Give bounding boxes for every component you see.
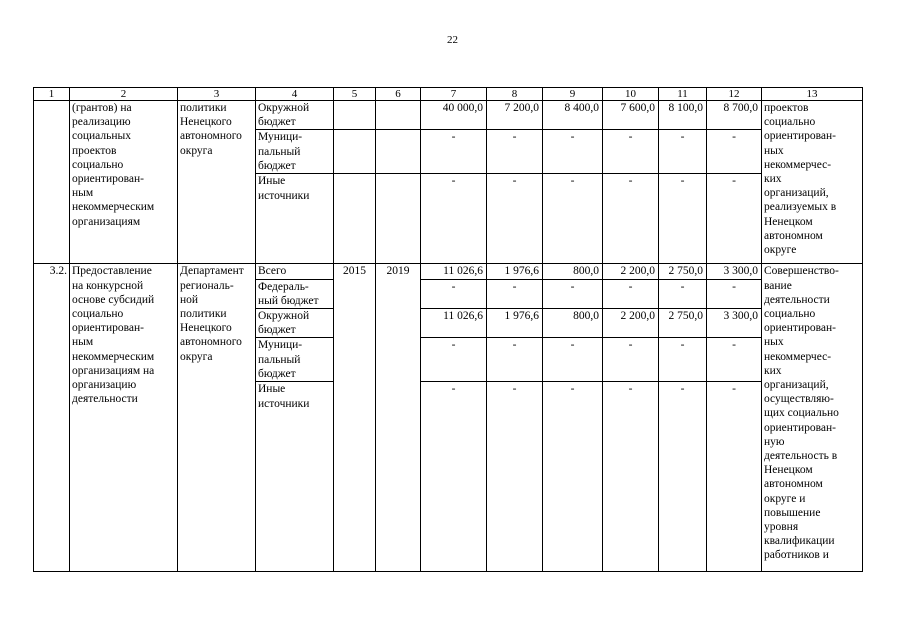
text-line: уровня <box>764 521 799 534</box>
amount-cell: 11 026,6 <box>421 264 487 279</box>
text-line: социально <box>72 308 124 321</box>
text-line: Всего <box>258 265 287 278</box>
text-line: автономном <box>764 229 823 242</box>
text-line: бюджет <box>258 159 296 172</box>
text-line: политики <box>180 102 227 114</box>
text-line: (грантов) на <box>72 102 132 114</box>
program-table <box>33 87 863 572</box>
amount-cell: - <box>659 279 707 308</box>
text-line: ных <box>764 144 784 157</box>
text-line: источники <box>258 397 310 410</box>
amount-cell: - <box>543 174 603 264</box>
amount-cell: - <box>707 174 762 264</box>
amount-cell: - <box>707 279 762 308</box>
amount-cell: - <box>603 174 659 264</box>
end-year-cell <box>376 101 421 130</box>
text-line: Департамент <box>180 265 244 278</box>
amount-cell: - <box>659 382 707 572</box>
text-line: осуществляю- <box>764 393 834 406</box>
amount-cell: - <box>421 279 487 308</box>
executor-cell <box>178 264 256 572</box>
column-number: 2 <box>70 88 178 101</box>
text-line: основе субсидий <box>72 293 155 306</box>
table-row <box>34 101 863 130</box>
text-line: Предоставление <box>72 265 152 278</box>
text-line: округа <box>180 350 213 363</box>
funding-source-cell <box>256 264 334 279</box>
text-line: социальных <box>72 130 131 143</box>
amount-cell: - <box>603 338 659 382</box>
text-line: ным <box>72 336 94 349</box>
text-line: Муници- <box>258 131 303 144</box>
amount-cell: - <box>543 382 603 572</box>
text-line: ную <box>764 435 785 448</box>
text-line: бюджет <box>258 116 296 129</box>
text-line: ных <box>764 336 784 349</box>
text-line: работников и <box>764 549 829 562</box>
text-line: на конкурсной <box>72 279 144 292</box>
column-number: 13 <box>762 88 863 101</box>
text-line: социально <box>72 158 124 171</box>
text-line: ориентирован- <box>764 322 836 335</box>
amount-cell: 7 200,0 <box>487 101 543 130</box>
column-number: 3 <box>178 88 256 101</box>
amount-cell: 40 000,0 <box>421 101 487 130</box>
text-line: некоммерчес- <box>764 350 832 363</box>
amount-cell: 8 700,0 <box>707 101 762 130</box>
program-table-wrapper <box>33 87 863 572</box>
amount-cell: - <box>543 338 603 382</box>
amount-cell: - <box>659 174 707 264</box>
event-name-cell <box>70 264 178 572</box>
text-line: Ненецком <box>764 215 813 228</box>
amount-cell: 2 200,0 <box>603 264 659 279</box>
end-year-cell <box>376 130 421 174</box>
amount-cell: - <box>487 174 543 264</box>
amount-cell: - <box>707 382 762 572</box>
funding-source-cell <box>256 130 334 174</box>
text-line: региональ- <box>180 279 234 292</box>
amount-cell: - <box>487 279 543 308</box>
funding-source-cell <box>256 338 334 382</box>
text-line: Ненецкого <box>180 116 232 129</box>
text-line: организацию <box>72 379 137 392</box>
expected-result-cell <box>762 101 863 264</box>
text-line: некоммерческим <box>72 201 155 214</box>
text-line: округе и <box>764 492 806 505</box>
column-number: 10 <box>603 88 659 101</box>
amount-cell: 7 600,0 <box>603 101 659 130</box>
amount-cell: - <box>603 279 659 308</box>
text-line: деятельности <box>764 293 830 306</box>
amount-cell: - <box>543 279 603 308</box>
executor-cell <box>178 101 256 264</box>
funding-source-cell <box>256 174 334 264</box>
text-line: социально <box>764 308 816 321</box>
text-line: ный бюджет <box>258 294 319 307</box>
column-number: 11 <box>659 88 707 101</box>
end-year-cell <box>376 174 421 264</box>
text-line: округа <box>180 144 213 157</box>
funding-source-cell <box>256 279 334 308</box>
text-line: пальный <box>258 145 301 158</box>
funding-source-cell <box>256 382 334 572</box>
text-line: некоммерческим <box>72 350 155 363</box>
column-number: 12 <box>707 88 762 101</box>
text-line: ориентирован- <box>764 130 836 143</box>
column-number-row <box>34 88 863 101</box>
page-number: 22 <box>447 34 458 46</box>
text-line: ным <box>72 187 94 200</box>
amount-cell: - <box>543 130 603 174</box>
text-line: ориентирован- <box>72 322 144 335</box>
amount-cell: 11 026,6 <box>421 309 487 338</box>
text-line: реализацию <box>72 116 131 129</box>
text-line: Окружной <box>258 310 310 323</box>
amount-cell: - <box>707 338 762 382</box>
text-line: Ненецкого <box>180 322 232 335</box>
text-line: Окружной <box>258 102 310 114</box>
item-number-cell: 3.2. <box>34 264 70 572</box>
text-line: организаций, <box>764 187 829 200</box>
amount-cell: 3 300,0 <box>707 309 762 338</box>
column-number: 1 <box>34 88 70 101</box>
text-line: реализуемых в <box>764 201 837 214</box>
text-line: автономного <box>180 130 242 143</box>
text-line: повышение <box>764 506 821 519</box>
column-number: 5 <box>334 88 376 101</box>
text-line: деятельность в <box>764 450 838 463</box>
start-year-cell <box>334 101 376 130</box>
amount-cell: 800,0 <box>543 264 603 279</box>
start-year-cell <box>334 174 376 264</box>
text-line: ких <box>764 173 782 186</box>
amount-cell: 3 300,0 <box>707 264 762 279</box>
text-line: Федераль- <box>258 280 309 293</box>
column-number: 9 <box>543 88 603 101</box>
amount-cell: - <box>421 174 487 264</box>
amount-cell: 1 976,6 <box>487 309 543 338</box>
amount-cell: 8 100,0 <box>659 101 707 130</box>
amount-cell: - <box>421 130 487 174</box>
amount-cell: 2 750,0 <box>659 309 707 338</box>
funding-source-cell <box>256 101 334 130</box>
text-line: организациям <box>72 215 141 228</box>
text-line: автономном <box>764 478 823 491</box>
text-line: проектов <box>764 102 809 114</box>
text-line: Муници- <box>258 339 303 352</box>
expected-result-cell <box>762 264 863 572</box>
text-line: квалификации <box>764 535 835 548</box>
column-number: 4 <box>256 88 334 101</box>
amount-cell: - <box>603 382 659 572</box>
text-line: автономного <box>180 336 242 349</box>
text-line: ориентирован- <box>764 421 836 434</box>
text-line: округе <box>764 244 797 257</box>
item-number-cell <box>34 101 70 264</box>
text-line: некоммерчес- <box>764 158 832 171</box>
text-line: ной <box>180 293 199 306</box>
amount-cell: 800,0 <box>543 309 603 338</box>
amount-cell: - <box>487 338 543 382</box>
text-line: социально <box>764 116 816 129</box>
amount-cell: - <box>421 338 487 382</box>
column-number: 7 <box>421 88 487 101</box>
text-line: вание <box>764 279 792 292</box>
text-line: бюджет <box>258 367 296 380</box>
text-line: источники <box>258 189 310 202</box>
text-line: деятельности <box>72 393 138 406</box>
column-number: 6 <box>376 88 421 101</box>
text-line: проектов <box>72 144 117 157</box>
table-row <box>34 264 863 279</box>
event-name-cell <box>70 101 178 264</box>
funding-source-cell <box>256 309 334 338</box>
amount-cell: - <box>659 130 707 174</box>
text-line: Совершенство- <box>764 265 839 278</box>
text-line: пальный <box>258 353 301 366</box>
text-line: политики <box>180 308 227 321</box>
amount-cell: - <box>659 338 707 382</box>
end-year-cell: 2019 <box>376 264 421 572</box>
text-line: Иные <box>258 383 286 396</box>
amount-cell: 8 400,0 <box>543 101 603 130</box>
start-year-cell: 2015 <box>334 264 376 572</box>
text-line: организациям на <box>72 364 155 377</box>
text-line: щих социально <box>764 407 839 420</box>
column-number: 8 <box>487 88 543 101</box>
amount-cell: - <box>487 130 543 174</box>
amount-cell: - <box>707 130 762 174</box>
amount-cell: - <box>487 382 543 572</box>
amount-cell: - <box>603 130 659 174</box>
text-line: организаций, <box>764 379 829 392</box>
amount-cell: 2 750,0 <box>659 264 707 279</box>
amount-cell: 2 200,0 <box>603 309 659 338</box>
text-line: Ненецком <box>764 464 813 477</box>
text-line: Иные <box>258 175 286 188</box>
amount-cell: - <box>421 382 487 572</box>
text-line: бюджет <box>258 324 296 337</box>
start-year-cell <box>334 130 376 174</box>
text-line: ориентирован- <box>72 173 144 186</box>
amount-cell: 1 976,6 <box>487 264 543 279</box>
text-line: ких <box>764 364 782 377</box>
